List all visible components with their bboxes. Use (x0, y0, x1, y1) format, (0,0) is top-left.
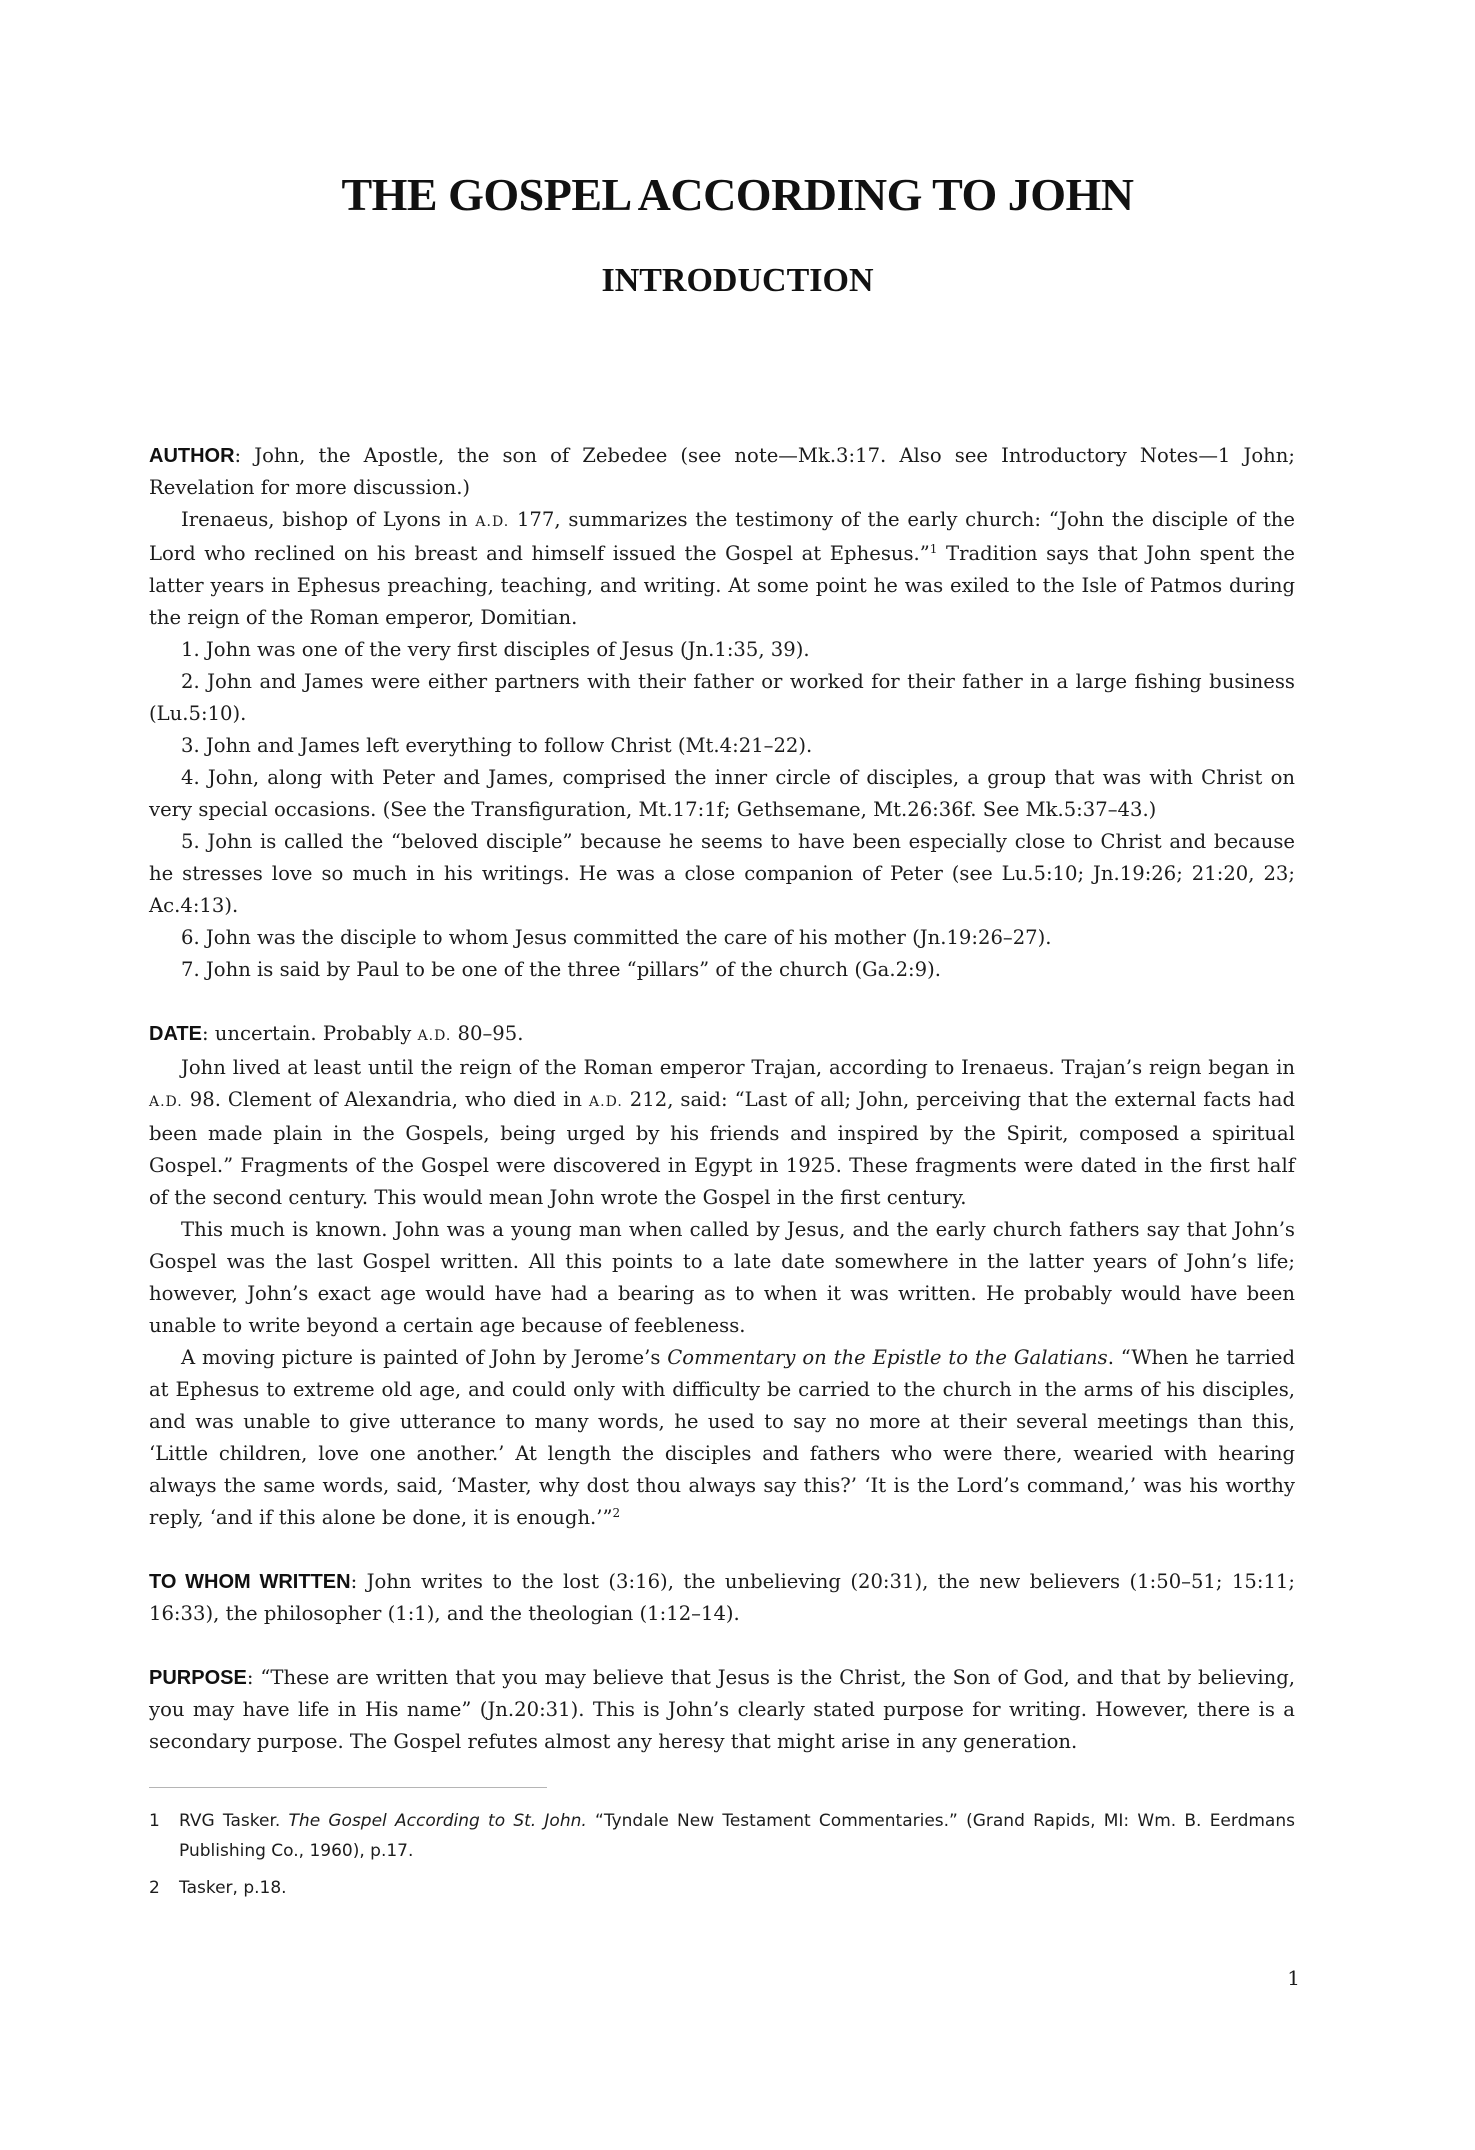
author-intro: : John, the Apostle, the son of Zebedee (see note—Mk.3:17. Also see Introductory Notes—1 John; Revelation for more discussion.) (149, 444, 1295, 499)
text-run: : uncertain. Probably (201, 1022, 418, 1045)
footnote-item (149, 1873, 1295, 1903)
page-subtitle: INTRODUCTION (601, 262, 874, 299)
page-number: 1 (1287, 1966, 1300, 1990)
date-paragraph-trajan (149, 1052, 1295, 1214)
italic-title: Commentary on the Epistle to the Galatians (667, 1346, 1108, 1369)
text-run: 80–95. (451, 1022, 524, 1045)
to-whom-label: TO WHOM WRITTEN (149, 1571, 351, 1593)
list-item: 5. John is called the “beloved disciple” because he seems to have been especially close to Christ and because he stresses love so much in his writings. He was a close companion of Peter (see Lu.5:10; Jn.19:26; 21:20, 23; Ac.4:13). (149, 830, 1295, 917)
purpose-label: PURPOSE (149, 1667, 247, 1689)
text-run: : “These are written that you may believe that Jesus is the Christ, the Son of God, and that by believing, you may have life in His name” (Jn.20:31). This is John’s clearly stated purpose for writing. However, there is a secondary purpose. The Gospel refutes almost any heresy that might arise in any generation. (149, 1666, 1295, 1753)
list-item: 2. John and James were either partners with their father or worked for their father in a large fishing business (Lu.5:10). (149, 670, 1295, 725)
text-run: . “When he tarried at Ephesus to extreme old age, and could only with difficulty be carried to the church in the arms of his disciples, and was unable to give utterance to many words, he used to say no more at their several meetings than this, ‘Little children, love one another.’ At length the disciples and fathers who were there, wearied with hearing always the same words, said, ‘Master, why dost thou always say this?’ ‘It is the Lord’s command,’ was his worthy reply, ‘and if this alone be done, it is enough.’” (149, 1346, 1296, 1529)
author-paragraph-irenaeus (149, 504, 1295, 634)
text-run: RVG Tasker. (179, 1811, 289, 1831)
list-item: 7. John is said by Paul to be one of the three “pillars” of the church (Ga.2:9). (181, 958, 941, 981)
text-run: 98. Clement of Alexandria, who died in (182, 1088, 590, 1111)
list-item: 3. John and James left everything to follow Christ (Mt.4:21–22). (181, 734, 813, 757)
author-paragraph (149, 440, 1295, 504)
list-item: 4. John, along with Peter and James, comprised the inner circle of disciples, a group that was with Christ on very special occasions. (See the Transfiguration, Mt.17:1f; Gethsemane, Mt.26:36f. See Mk.5:37–43.) (149, 766, 1295, 821)
italic-title: The Gospel According to St. John. (288, 1811, 587, 1831)
footnote-number: 2 (149, 1878, 160, 1898)
era-abbrev: A.D. (149, 1094, 183, 1110)
footnote-item (149, 1806, 1295, 1866)
page-title: THE GOSPEL ACCORDING TO JOHN (341, 169, 1134, 220)
text-run: “Tyndale New Testament Commentaries.” (Grand Rapids, MI: Wm. B. Eerdmans Publishing Co., 1960), p.17. (179, 1811, 1295, 1861)
date-paragraph (149, 1018, 1295, 1052)
text-run: 212, said: “Last of all; John, perceiving that the external facts had been made plain in the Gospels, being urged by his friends and inspired by the Spirit, composed a spiritual Gospel.” Fragments of the Gospel were discovered in Egypt in 1925. These fragments were dated in the first half of the second century. This would mean John wrote the Gospel in the first century. (149, 1088, 1295, 1209)
era-abbrev: A.D. (589, 1094, 623, 1110)
body-text (149, 440, 1295, 1758)
purpose-paragraph (149, 1662, 1295, 1758)
text-run: : John writes to the lost (3:16), the unbelieving (20:31), the new believers (1:50–51; 15:11; 16:33), the philosopher (1:1), and the theologian (1:12–14). (149, 1570, 1296, 1625)
footnote-text (179, 1806, 1295, 1866)
footnote-divider (149, 1787, 547, 1788)
footnotes (149, 1806, 1295, 1910)
text-run: John lived at least until the reign of the Roman emperor Trajan, according to Irenaeus. Trajan’s reign began in (181, 1056, 1295, 1079)
footnote-ref[interactable]: 1 (929, 542, 938, 556)
text-run: Tradition says that John spent the latter years in Ephesus preaching, teaching, and writing. At some point he was exiled to the Isle of Patmos during the reign of the Roman emperor, Domitian. (149, 542, 1295, 629)
date-paragraph-jerome (149, 1342, 1295, 1534)
date-paragraph-known: This much is known. John was a young man when called by Jesus, and the early church fathers say that John’s Gospel was the last Gospel written. All this points to a late date somewhere in the latter years of John’s life; however, John’s exact age would have had a bearing as to when it was written. He probably would have been unable to write beyond a certain age because of feebleness. (149, 1218, 1295, 1337)
era-abbrev: A.D. (417, 1028, 452, 1044)
list-item: 1. John was one of the very first disciples of Jesus (Jn.1:35, 39). (181, 638, 810, 661)
author-label: AUTHOR (149, 445, 235, 467)
footnote-ref[interactable]: 2 (612, 1506, 621, 1520)
text-run: A moving picture is painted of John by Jerome’s (181, 1346, 668, 1369)
date-label: DATE (149, 1023, 202, 1045)
footnote-text: Tasker, p.18. (179, 1878, 287, 1898)
list-item: 6. John was the disciple to whom Jesus committed the care of his mother (Jn.19:26–27). (181, 926, 1052, 949)
text-run: 177, summarizes the testimony of the early church: “John the disciple of the Lord who reclined on his breast and himself issued the Gospel at Ephesus.” (149, 508, 1295, 565)
text-run: Irenaeus, bishop of Lyons in (181, 508, 476, 531)
footnote-number: 1 (149, 1811, 160, 1831)
era-abbrev: A.D. (475, 514, 510, 530)
to-whom-paragraph (149, 1566, 1295, 1630)
